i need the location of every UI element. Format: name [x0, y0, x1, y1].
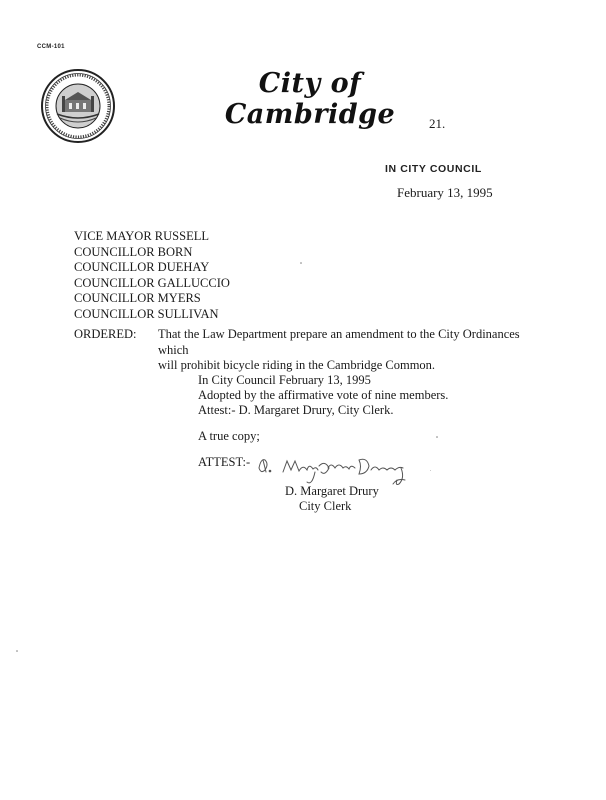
council-action	[198, 373, 448, 418]
page-number: 21.	[429, 116, 446, 131]
attest-label: ATTEST:-	[198, 455, 251, 469]
sponsor-item: COUNCILLOR GALLUCCIO	[74, 275, 230, 290]
meeting-date: February 13, 1995	[397, 185, 493, 200]
ordered-label: ORDERED:	[74, 327, 137, 341]
scan-speck	[430, 470, 431, 471]
true-copy-label: A true copy;	[198, 429, 260, 443]
order-line: That the Law Department prepare an amendment to the City Ordinances which	[158, 327, 520, 357]
sponsor-item: VICE MAYOR RUSSELL	[74, 229, 209, 243]
action-line: Attest:- D. Margaret Drury, City Clerk.	[198, 403, 394, 417]
city-seal-icon	[40, 68, 116, 144]
sponsor-item: COUNCILLOR BORN	[74, 244, 193, 259]
clerk-name: D. Margaret Drury	[285, 484, 379, 498]
sponsor-item: COUNCILLOR DUEHAY	[74, 260, 210, 274]
clerk-title: City Clerk	[299, 499, 352, 513]
scan-speck	[300, 262, 302, 264]
form-code: CCM-101	[37, 44, 65, 50]
header-title: City of Cambridge	[224, 68, 396, 130]
sponsor-item: COUNCILLOR MYERS	[74, 291, 201, 305]
sponsor-item: COUNCILLOR SULLIVAN	[74, 306, 219, 321]
action-line: In City Council February 13, 1995	[198, 373, 371, 387]
order-text	[158, 327, 538, 374]
scan-speck	[436, 436, 438, 438]
council-label: IN CITY COUNCIL	[385, 163, 482, 175]
scan-speck	[16, 650, 18, 652]
order-line: will prohibit bicycle riding in the Cambridge Common.	[158, 358, 436, 372]
action-line: Adopted by the affirmative vote of nine members.	[198, 388, 449, 402]
sponsor-list	[74, 229, 230, 322]
